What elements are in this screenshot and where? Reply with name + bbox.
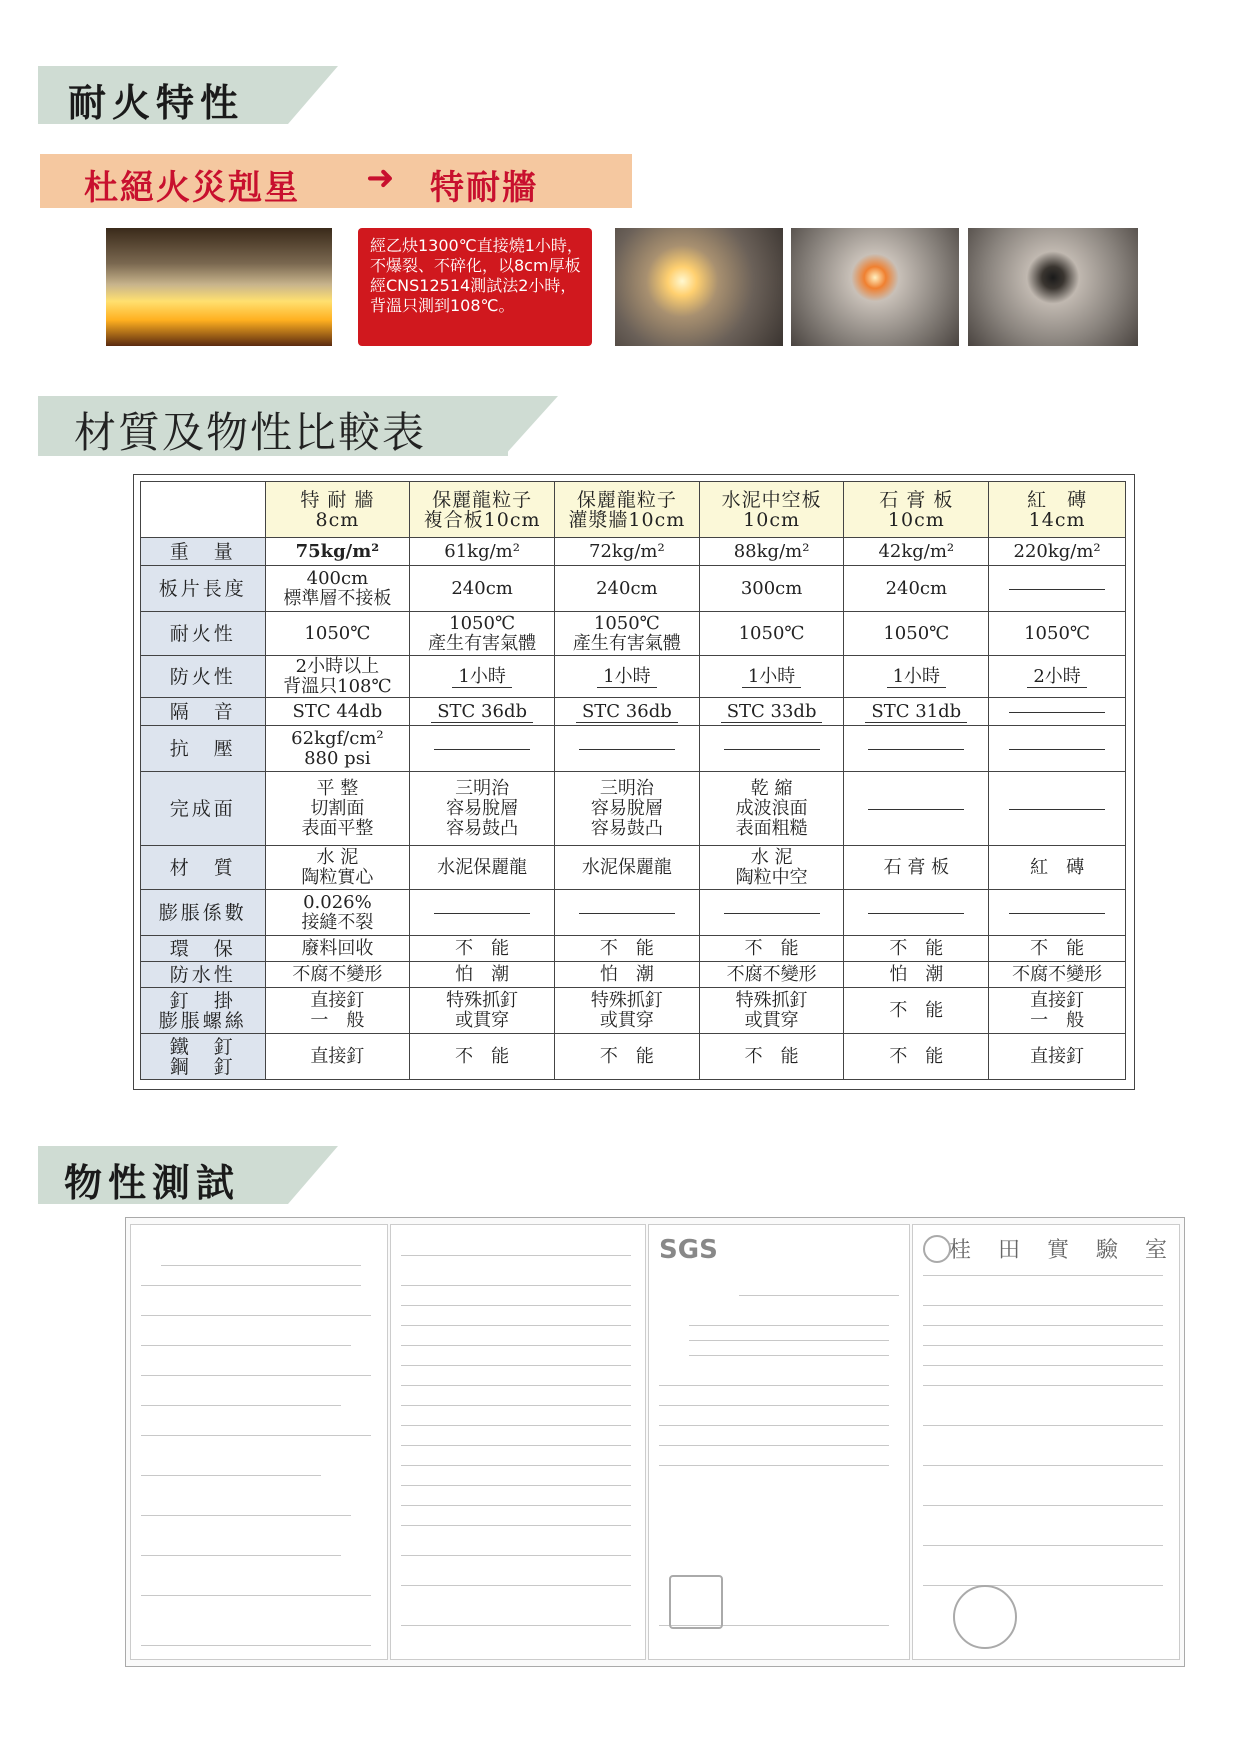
table-cell-line: 陶粒實心: [301, 866, 374, 888]
table-cell: [265, 772, 410, 846]
table-cell-line: 容易鼓凸: [590, 817, 663, 839]
row-header: [141, 772, 266, 846]
table-cell-line: 紅 磚: [1030, 856, 1085, 878]
table-cell: [699, 1034, 844, 1080]
slogan-left: 杜絕火災剋星: [84, 168, 300, 208]
table-cell: [265, 890, 410, 936]
column-header-line: 8cm: [315, 508, 360, 531]
table-cell-line: 乾 縮: [750, 777, 793, 799]
table-cell-line: 特殊抓釘: [735, 989, 808, 1011]
seal-stamp-icon: [669, 1575, 723, 1629]
table-cell: [410, 772, 555, 846]
table-cell: [844, 890, 989, 936]
table-cell: [989, 988, 1126, 1034]
column-header-line: 紅 磚: [1027, 488, 1088, 511]
table-cell-line: 不 能: [744, 937, 799, 959]
empty-dash: [868, 808, 964, 810]
table-cell-line: 1050℃: [883, 622, 950, 644]
table-row: [141, 1034, 1126, 1080]
table-cell-line: 不 能: [599, 1045, 654, 1067]
table-cell-line: STC 36db: [555, 702, 699, 722]
table-cell: [554, 698, 699, 726]
table-cell-line: 不 能: [889, 999, 944, 1021]
table-cell-line: 特殊抓釘: [446, 989, 519, 1011]
section-title-fire: 耐火特性: [68, 81, 245, 125]
row-header: [141, 612, 266, 656]
table-cell-line: 240cm: [885, 577, 948, 599]
table-cell-line: 不 能: [1030, 937, 1085, 959]
table-cell-line: 240cm: [451, 577, 513, 599]
column-header-line: 14cm: [1028, 508, 1086, 531]
table-cell-line: 不 能: [599, 937, 654, 959]
test-report-1: [130, 1224, 388, 1660]
table-cell: [989, 962, 1126, 988]
table-cell: [410, 936, 555, 962]
fire-test-photo-torch: [615, 228, 783, 346]
table-cell: [265, 612, 410, 656]
table-cell-line: 直接釘: [1030, 1045, 1085, 1067]
table-cell-line: 三明治: [599, 777, 654, 799]
row-header-line: 防水性: [169, 963, 236, 986]
table-cell: [554, 936, 699, 962]
test-report-sgs: [648, 1224, 910, 1660]
table-cell-line: 不 能: [455, 937, 510, 959]
table-cell: [265, 988, 410, 1034]
table-row: [141, 890, 1126, 936]
table-cell: [554, 566, 699, 612]
table-cell-line: 廢料回收: [301, 937, 374, 959]
table-cell: [699, 566, 844, 612]
table-cell-line: 72kg/m²: [589, 540, 665, 562]
table-cell: [265, 726, 410, 772]
table-cell-line: 直接釘: [310, 989, 365, 1011]
table-cell-line: 1050℃: [738, 622, 805, 644]
test-report-2: [390, 1224, 646, 1660]
table-cell: [554, 772, 699, 846]
round-seal-icon: [953, 1585, 1017, 1649]
table-cell-line: 2小時以上: [295, 655, 380, 677]
fire-test-description: 經乙炔1300℃直接燒1小時，不爆裂、不碎化，以8cm厚板經CNS12514測試法2小時，背溫只測到108℃。: [370, 236, 583, 315]
empty-dash: [868, 912, 964, 914]
column-header-line: 複合板10cm: [423, 508, 541, 531]
table-row: [141, 772, 1126, 846]
table-row: [141, 656, 1126, 698]
row-header: [141, 890, 266, 936]
table-cell-line: 不 能: [455, 1045, 510, 1067]
column-header-line: 保麗龍粒子: [432, 488, 533, 511]
table-cell: [265, 962, 410, 988]
row-header-line: 膨脹螺絲: [158, 1009, 247, 1032]
row-header: [141, 656, 266, 698]
table-cell-line: 1小時: [555, 667, 699, 687]
table-cell-line: 表面平整: [301, 817, 374, 839]
table-cell: [844, 936, 989, 962]
table-cell: [554, 612, 699, 656]
table-cell: [844, 698, 989, 726]
row-header-line: 板片長度: [158, 577, 247, 600]
arrow-right-icon: ➜: [366, 158, 395, 198]
table-cell-line: 不 能: [889, 1045, 944, 1067]
table-cell: [989, 612, 1126, 656]
table-cell-line: 直接釘: [1030, 989, 1085, 1011]
row-header-line: 抗 壓: [169, 737, 236, 760]
table-cell: [265, 538, 410, 566]
lab-name: 桂 田 實 驗 室: [949, 1238, 1177, 1263]
table-cell-line: STC 31db: [844, 702, 988, 722]
table-row: [141, 726, 1126, 772]
table-cell: [699, 890, 844, 936]
table-cell-line: 水泥保麗龍: [581, 856, 672, 878]
table-cell: [844, 1034, 989, 1080]
row-header: [141, 962, 266, 988]
table-cell-line: 水 泥: [750, 846, 793, 868]
table-cell-line: 或貫穿: [744, 1009, 799, 1031]
table-cell-line: 不腐不變形: [1012, 963, 1103, 985]
table-cell-line: 一 般: [310, 1009, 365, 1031]
sgs-logo: SGS: [659, 1235, 718, 1265]
empty-dash: [1009, 912, 1105, 914]
column-header: [410, 482, 555, 538]
row-header-line: 鋼 釘: [169, 1055, 236, 1078]
test-report-lab: [912, 1224, 1180, 1660]
table-cell: [554, 988, 699, 1034]
row-header-line: 隔 音: [169, 700, 236, 723]
table-cell: [989, 936, 1126, 962]
table-corner-cell: [141, 482, 266, 538]
table-cell: [989, 656, 1126, 698]
table-cell: [265, 846, 410, 890]
table-cell: [410, 988, 555, 1034]
table-row: [141, 612, 1126, 656]
table-cell-line: 特殊抓釘: [590, 989, 663, 1011]
table-cell-line: 容易鼓凸: [446, 817, 519, 839]
test-documents-panel: [125, 1217, 1185, 1667]
row-header-line: 材 質: [169, 856, 236, 879]
table-cell-line: 400cm: [306, 567, 369, 589]
table-cell: [265, 698, 410, 726]
table-cell-line: 水泥保麗龍: [437, 856, 528, 878]
row-header-line: 重 量: [169, 540, 236, 563]
table-cell-line: 怕 潮: [599, 963, 654, 985]
table-cell: [554, 656, 699, 698]
comparison-table: [140, 481, 1126, 1080]
table-cell: [844, 566, 989, 612]
table-cell-line: 1050℃: [593, 612, 660, 634]
empty-dash: [724, 748, 820, 750]
column-header: [554, 482, 699, 538]
table-cell: [265, 936, 410, 962]
row-header-line: 環 保: [169, 937, 236, 960]
table-cell-line: 220kg/m²: [1013, 540, 1101, 562]
table-cell: [699, 772, 844, 846]
table-cell: [554, 1034, 699, 1080]
table-cell-line: 或貫穿: [455, 1009, 510, 1031]
table-cell-line: STC 33db: [700, 702, 844, 722]
column-header-line: 特 耐 牆: [300, 488, 375, 511]
table-cell-line: 成波浪面: [735, 797, 808, 819]
table-cell: [410, 890, 555, 936]
table-cell-line: 1050℃: [449, 612, 516, 634]
empty-dash: [1009, 711, 1105, 713]
table-cell: [989, 846, 1126, 890]
table-cell: [410, 612, 555, 656]
empty-dash: [579, 748, 675, 750]
row-header-line: 鐵 釘: [169, 1035, 236, 1058]
table-cell-line: 容易脫層: [590, 797, 663, 819]
column-header-line: 水泥中空板: [721, 488, 822, 511]
table-cell-line: STC 36db: [410, 702, 554, 722]
table-cell: [410, 726, 555, 772]
table-cell: [265, 656, 410, 698]
table-cell: [989, 566, 1126, 612]
table-cell-line: 0.026%: [303, 891, 372, 913]
table-cell: [699, 612, 844, 656]
table-cell: [989, 726, 1126, 772]
row-header: [141, 1034, 266, 1080]
table-cell-line: 背溫只108℃: [283, 675, 392, 697]
table-cell-line: 1050℃: [304, 622, 371, 644]
row-header: [141, 846, 266, 890]
table-cell-line: 61kg/m²: [444, 540, 520, 562]
lab-logo-icon: [923, 1235, 951, 1263]
table-cell: [844, 538, 989, 566]
empty-dash: [434, 748, 530, 750]
table-cell-line: 75kg/m²: [295, 540, 380, 562]
table-cell-line: 產生有害氣體: [572, 632, 681, 654]
table-cell-line: 容易脫層: [446, 797, 519, 819]
table-cell: [844, 726, 989, 772]
fire-test-description-box: [358, 228, 592, 346]
table-cell: [699, 656, 844, 698]
table-cell-line: 42kg/m²: [878, 540, 955, 562]
slogan-right: 特耐牆: [430, 168, 538, 208]
table-cell-line: 陶粒中空: [735, 866, 808, 888]
column-header-line: 石 膏 板: [879, 488, 954, 511]
table-row: [141, 566, 1126, 612]
table-row: [141, 846, 1126, 890]
table-cell: [554, 538, 699, 566]
table-cell-line: 62kgf/cm²: [291, 727, 384, 749]
table-cell-line: 1050℃: [1024, 622, 1091, 644]
table-cell-line: 2小時: [989, 667, 1125, 687]
empty-dash: [579, 912, 675, 914]
table-cell: [554, 846, 699, 890]
table-cell: [410, 846, 555, 890]
table-cell: [844, 846, 989, 890]
table-cell: [844, 656, 989, 698]
row-header: [141, 936, 266, 962]
table-row: [141, 962, 1126, 988]
table-cell-line: 接縫不裂: [301, 911, 374, 933]
fire-test-photo-rabbits: [106, 228, 332, 346]
table-cell-line: 平 整: [316, 777, 359, 799]
table-cell-line: 1小時: [844, 667, 988, 687]
table-row: [141, 538, 1126, 566]
table-row: [141, 936, 1126, 962]
table-cell-line: 不 能: [744, 1045, 799, 1067]
table-cell: [410, 538, 555, 566]
table-cell: [699, 698, 844, 726]
table-cell: [699, 936, 844, 962]
column-header: [265, 482, 410, 538]
table-cell-line: 怕 潮: [455, 963, 510, 985]
fire-test-photo-after: [968, 228, 1138, 346]
table-cell-line: 880 psi: [304, 747, 371, 769]
row-header: [141, 566, 266, 612]
table-cell-line: 不 能: [889, 937, 944, 959]
section-banner-tests: [38, 1146, 288, 1204]
table-cell-line: 石 膏 板: [883, 856, 950, 878]
table-cell: [265, 1034, 410, 1080]
column-header-line: 10cm: [887, 508, 945, 531]
column-header-line: 10cm: [743, 508, 800, 531]
table-cell: [844, 772, 989, 846]
table-cell-line: 產生有害氣體: [428, 632, 537, 654]
table-row: [141, 698, 1126, 726]
table-cell-line: 300cm: [740, 577, 803, 599]
column-header: [699, 482, 844, 538]
table-cell: [989, 772, 1126, 846]
table-cell-line: 切割面: [310, 797, 365, 819]
table-cell-line: 一 般: [1030, 1009, 1085, 1031]
row-header: [141, 726, 266, 772]
empty-dash: [868, 748, 964, 750]
slogan-bar: [40, 154, 632, 208]
table-cell-line: 三明治: [455, 777, 510, 799]
table-cell: [554, 726, 699, 772]
table-cell: [554, 890, 699, 936]
table-cell: [410, 1034, 555, 1080]
table-cell-line: 不腐不變形: [292, 963, 383, 985]
row-header: [141, 698, 266, 726]
section-title-comparison: 材質及物性比較表: [74, 408, 427, 457]
table-cell: [699, 846, 844, 890]
row-header-line: 防火性: [169, 665, 236, 688]
table-cell: [699, 988, 844, 1034]
section-title-tests: 物性測試: [64, 1161, 241, 1205]
table-cell: [844, 962, 989, 988]
table-cell-line: 1小時: [700, 667, 844, 687]
table-cell-line: 不腐不變形: [726, 963, 817, 985]
row-header: [141, 538, 266, 566]
table-cell: [989, 1034, 1126, 1080]
empty-dash: [1009, 588, 1105, 590]
row-header-line: 膨脹係數: [158, 901, 247, 924]
empty-dash: [724, 912, 820, 914]
empty-dash: [1009, 808, 1105, 810]
table-cell: [699, 726, 844, 772]
section-banner-comparison: [38, 396, 508, 456]
table-cell: [410, 656, 555, 698]
column-header-line: 保麗龍粒子: [576, 488, 677, 511]
table-cell-line: 水 泥: [316, 846, 359, 868]
table-cell-line: 或貫穿: [599, 1009, 654, 1031]
table-cell-line: STC 44db: [292, 700, 383, 722]
table-cell: [989, 698, 1126, 726]
table-cell-line: 表面粗糙: [735, 817, 808, 839]
table-cell: [699, 962, 844, 988]
row-header-line: 釘 掛: [169, 989, 236, 1012]
empty-dash: [434, 912, 530, 914]
row-header: [141, 988, 266, 1034]
row-header-line: 耐火性: [169, 622, 236, 645]
empty-dash: [1009, 748, 1105, 750]
table-cell-line: 直接釘: [310, 1045, 365, 1067]
table-cell: [410, 962, 555, 988]
table-cell: [844, 612, 989, 656]
table-cell: [989, 538, 1126, 566]
comparison-table-frame: [133, 474, 1135, 1090]
table-cell: [554, 962, 699, 988]
table-cell: [699, 538, 844, 566]
table-cell-line: 標準層不接板: [283, 587, 392, 609]
table-cell: [410, 566, 555, 612]
table-cell: [265, 566, 410, 612]
table-cell-line: 240cm: [596, 577, 658, 599]
row-header-line: 完成面: [169, 797, 236, 820]
fire-test-photo-burn: [791, 228, 959, 346]
table-cell-line: 怕 潮: [889, 963, 944, 985]
table-cell-line: 88kg/m²: [733, 540, 810, 562]
table-cell: [844, 988, 989, 1034]
table-cell: [989, 890, 1126, 936]
section-banner-fire: [38, 66, 288, 124]
table-cell-line: 1小時: [410, 667, 554, 687]
column-header-line: 灌漿牆10cm: [568, 508, 686, 531]
table-row: [141, 988, 1126, 1034]
column-header: [844, 482, 989, 538]
column-header: [989, 482, 1126, 538]
table-cell: [410, 698, 555, 726]
